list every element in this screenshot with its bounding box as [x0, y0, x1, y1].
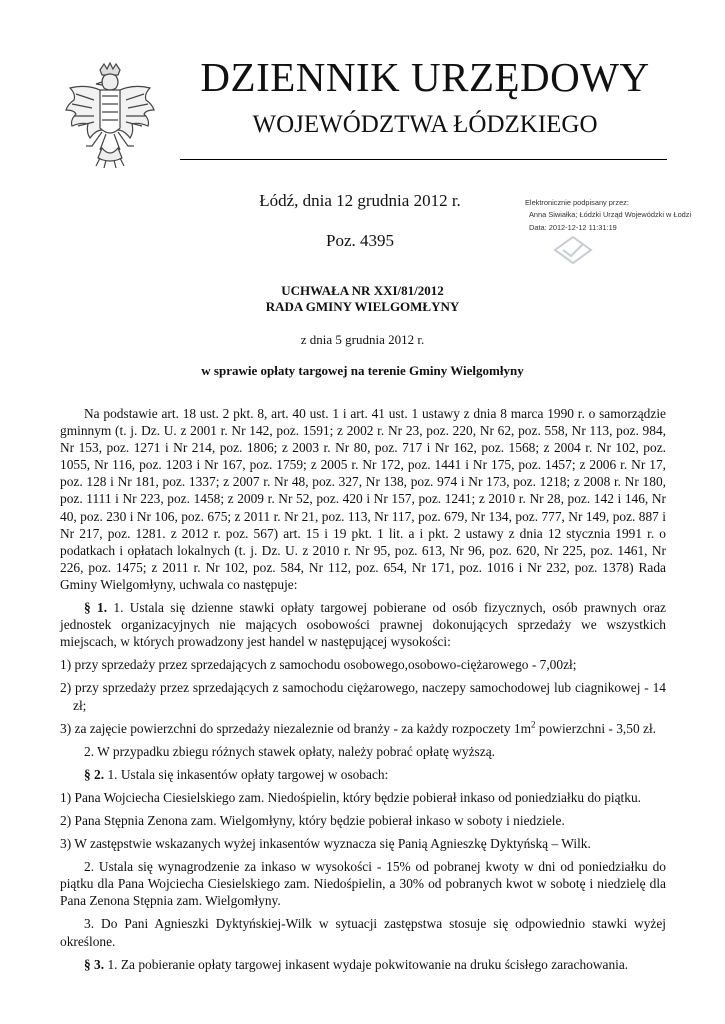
- section-2-para-2: 2. Ustala się wynagrodzenie za inkaso w wysokości - 15% od pobranej kwoty w dni od poniedziałku do piątku dla Pana Wojciecha Ciesielskiego zam. Niedośpielin, a 30% od pobranych kwot w sobotę i niedzielę dla Pana Zenona Stępnia zam. Wielgomłyny.: [60, 859, 666, 909]
- resolution-number: UCHWAŁA NR XXI/81/2012: [281, 283, 444, 298]
- section-1-para-2: 2. W przypadku zbiegu różnych stawek opłaty, należy pobrać opłatę wyższą.: [84, 743, 495, 759]
- section-2: [60, 766, 666, 783]
- section-3-mark: § 3.: [84, 956, 105, 972]
- section-2-text: 1. Ustala się inkasentów opłaty targowej w osobach:: [107, 766, 389, 782]
- section-2-para-3: 3. Do Pani Agnieszki Dyktyńskiej-Wilk w sytuacji zastępstwa stosuje się odpowiednio stawki wyżej określone.: [60, 916, 666, 949]
- preamble: Na podstawie art. 18 ust. 2 pkt. 8, art. 40 ust. 1 i art. 41 ust. 1 ustawy z dnia 8 marca 1990 r. o samorządzie gminnym (t. j. Dz. U. z 2001 r. Nr 142, poz. 1591; z 2002 r. Nr 23, poz. 220, Nr 62, poz. 558, Nr 113, poz. 984, Nr 153, poz. 1271 i Nr 214, poz. 1806; z 2003 r. Nr 80, poz. 717 i Nr 162, poz. 1568; z 2004 r. Nr 102, poz. 1055, Nr 116, poz. 1203 i Nr 167, poz. 1759; z 2005 r. Nr 172, poz. 1441 i Nr 175, poz. 1457; z 2006 r. Nr 17, poz. 128 i Nr 181, poz. 1337; z 2007 r. Nr 48, poz. 327, Nr 138, poz. 974 i Nr 173, poz. 1218; z 2008 r. Nr 180, poz. 1111 i Nr 223, poz. 1458; z 2009 r. Nr 52, poz. 420 i Nr 157, poz. 1241; z 2010 r. Nr 28, poz. 142 i 146, Nr 40, poz. 230 i Nr 106, poz. 675; z 2011 r. Nr 21, poz. 113, Nr 117, poz. 679, Nr 134, poz. 777, Nr 149, poz. 887 i Nr 217, poz. 1281. z 2012 r. poz. 567) art. 15 i 19 pkt. 1 lit. a i pkt. 2 ustawy z dnia 12 stycznia 1991 r. o podatkach i opłatach lokalnych (t. j. Dz. U. z 2010 r. Nr 95, poz. 613, Nr 96, poz. 620, Nr 225, poz. 1461, Nr 226, poz. 1475; z 2011 r. Nr 102, poz. 584, Nr 112, poz. 654, Nr 171, poz. 1016 i Nr 232, poz. 1378) Rada Gminy Wielgomłyny, uchwala co następuje:: [60, 406, 666, 592]
- section-1-point-3-rate: powierzchni - 3,50 zł.: [535, 720, 657, 736]
- signature-date: Data: 2012-12-12 11:31:19: [529, 222, 617, 232]
- section-2-point-1: 1) Pana Wojciecha Ciesielskiego zam. Niedośpielin, który będzie pobierał inkaso od poniedziałku do piątku.: [60, 789, 642, 805]
- section-3-text: 1. Za pobieranie opłaty targowej inkasent wydaje pokwitowanie na druku ścisłego zarachowania.: [107, 956, 629, 972]
- square-meter-superscript: 2: [531, 719, 536, 730]
- section-2-point-2: 2) Pana Stępnia Zenona zam. Wielgomłyny, który będzie pobierał inkaso w soboty i niedziele.: [60, 812, 565, 828]
- signature-check-icon: [551, 235, 595, 265]
- section-1-point-1: 1) przy sprzedaży przez sprzedających z samochodu osobowego,osobowo-ciężarowego - 7,00zł;: [60, 657, 577, 673]
- section-1-point-2: 2) przy sprzedaży przez sprzedających z samochodu ciężarowego, naczepy samochodowej lub ciagnikowej - 14 zł;: [60, 680, 666, 713]
- section-1-text: 1. Ustala się dzienne stawki opłaty targowej pobierane od osób fizycznych, osób prawnych oraz jednostek organizacyjnych nie mających osobowości prawnej dokonujących sprzedaży we wszystkich miejscach, w których prowadzony jest handel w następującej wysokości:: [60, 600, 666, 650]
- section-2-point-3: 3) W zastępstwie wskazanych wyżej inkasentów wyznacza się Panią Agnieszkę Dyktyńską – Wilk.: [60, 836, 591, 852]
- eagle-emblem-icon: [62, 60, 158, 172]
- issue-date: Łódź, dnia 12 grudnia 2012 r.: [259, 191, 461, 210]
- header-divider: [180, 159, 667, 160]
- resolution-subject: w sprawie opłaty targowej na terenie Gminy Wielgomłyny: [201, 363, 524, 378]
- signature-signer: Anna Siwiałka; Łódzki Urząd Wojewódzki w Łodzi: [529, 210, 692, 220]
- journal-subtitle: WOJEWÓDZTWA ŁÓDZKIEGO: [252, 111, 598, 138]
- section-1-mark: § 1.: [84, 600, 108, 616]
- section-1-point-3: [60, 720, 666, 737]
- section-1-point-3-text: 3) za zajęcie powierzchni do sprzedaży niezaleznie od branży - za każdy rozpoczety 1m: [60, 720, 532, 736]
- journal-title: DZIENNIK URZĘDOWY: [200, 54, 650, 100]
- resolution-body: RADA GMINY WIELGOMŁYNY: [265, 299, 460, 314]
- resolution-date: z dnia 5 grudnia 2012 r.: [300, 332, 425, 347]
- section-3: [60, 956, 666, 973]
- signature-label: Elektronicznie podpisany przez:: [525, 198, 629, 207]
- position-number: Poz. 4395: [326, 231, 394, 250]
- document-body: [60, 405, 666, 973]
- section-1: [60, 599, 666, 650]
- electronic-signature: [525, 197, 695, 234]
- section-2-mark: § 2.: [84, 766, 105, 782]
